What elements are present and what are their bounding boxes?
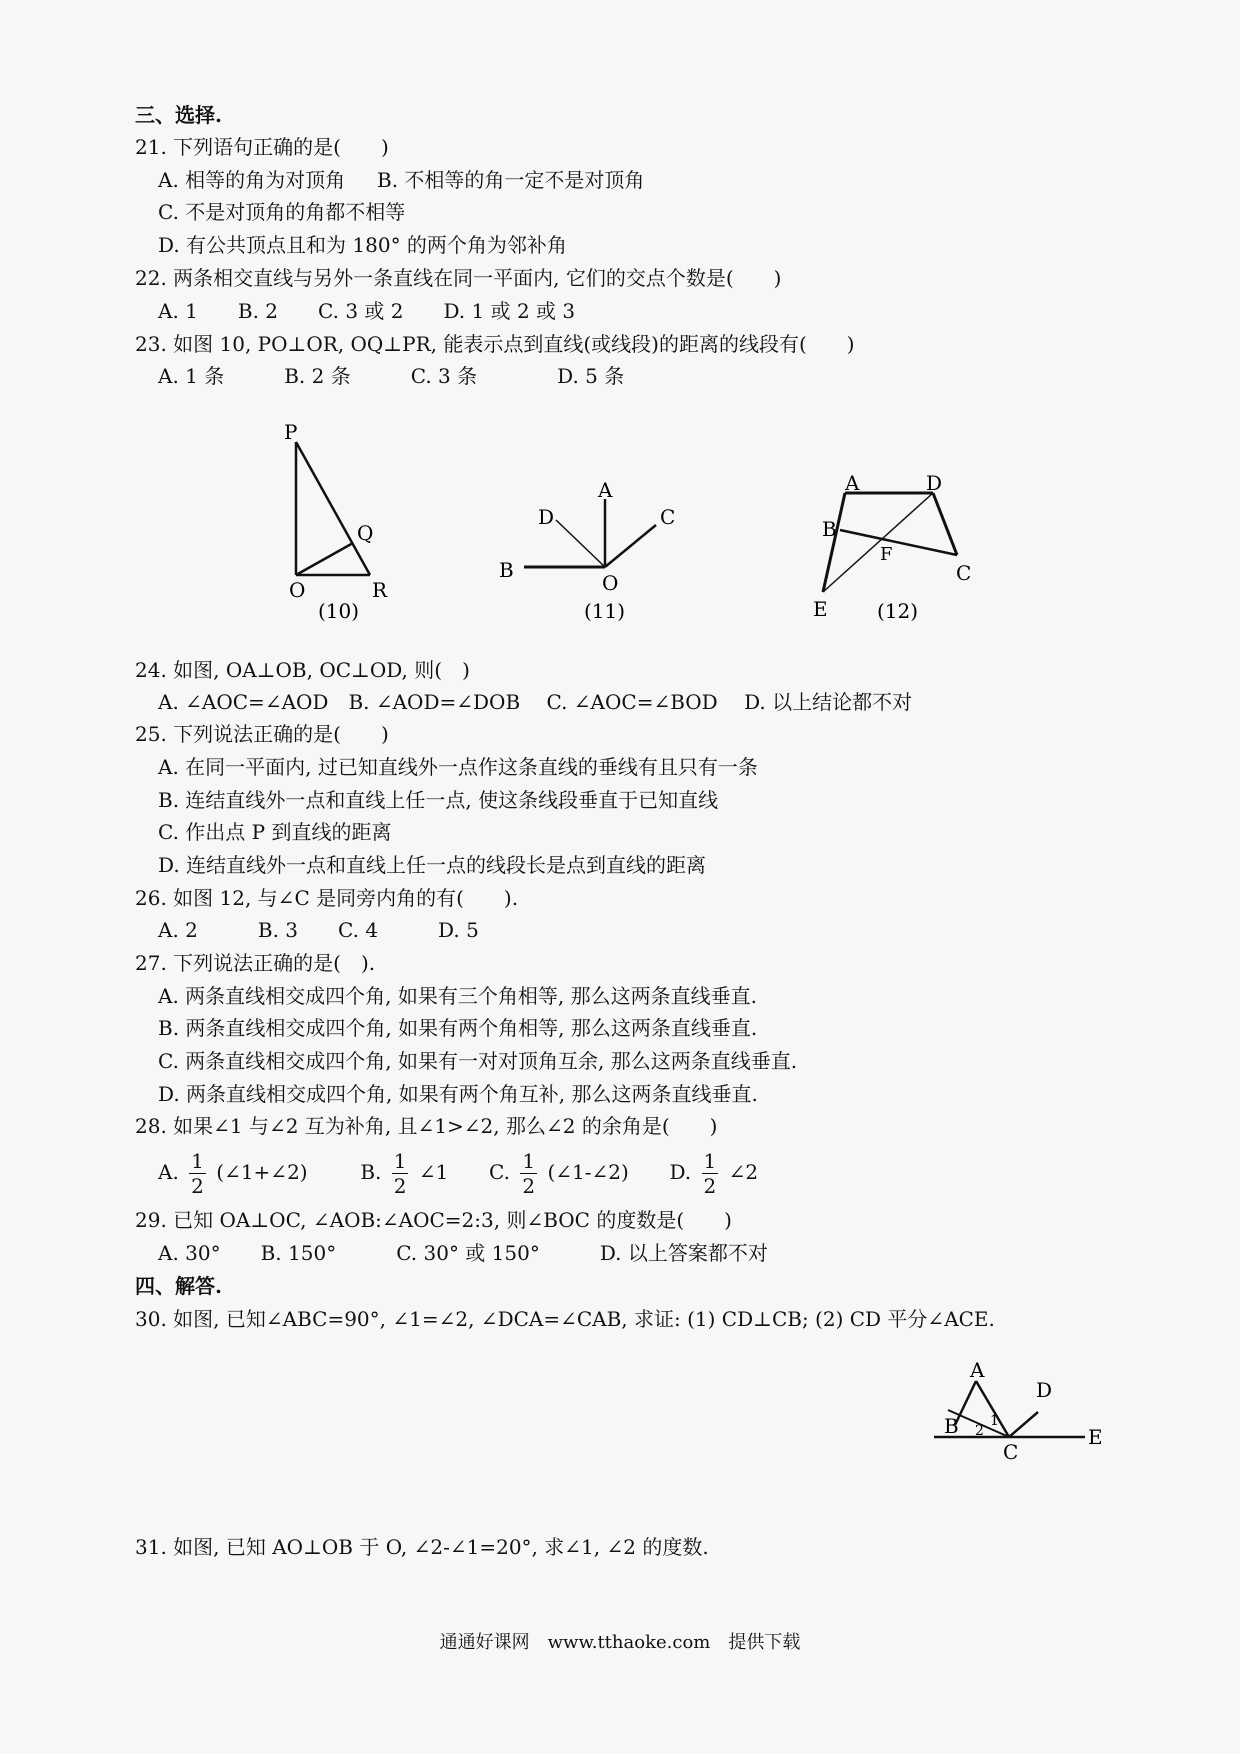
q28-d-expr: ∠2 bbox=[728, 1160, 759, 1184]
q21-option-a: A. 相等的角为对顶角 bbox=[158, 168, 346, 192]
q28-d-fraction: $\frac{1}{2}$ bbox=[703, 1149, 717, 1198]
q28-a-fraction: $\frac{1}{2}$ bbox=[191, 1149, 204, 1198]
q25-option-b: B. 连结直线外一点和直线上任一点, 使这条线段垂直于已知直线 bbox=[158, 788, 719, 812]
q30-stem: 30. 如图, 已知∠ABC=90°, ∠1=∠2, ∠DCA=∠CAB, 求证: (1) CD⊥CB; (2) CD 平分∠ACE. bbox=[135, 1307, 995, 1331]
fig11-caption: (11) bbox=[584, 599, 626, 623]
q28-stem: 28. 如果∠1 与∠2 互为补角, 且∠1>∠2, 那么∠2 的余角是( ) bbox=[135, 1114, 718, 1138]
q28-b-fraction: $\frac{1}{2}$ bbox=[393, 1149, 407, 1198]
fig12-label-b: B bbox=[822, 517, 837, 541]
q22-stem: 22. 两条相交直线与另外一条直线在同一平面内, 它们的交点个数是( ) bbox=[135, 266, 782, 290]
q23-options: A. 1 条 B. 2 条 C. 3 条 D. 5 条 bbox=[158, 364, 625, 388]
q29-stem: 29. 已知 OA⊥OC, ∠AOB:∠AOC=2:3, 则∠BOC 的度数是( ) bbox=[135, 1208, 732, 1232]
q31-stem: 31. 如图, 已知 AO⊥OB 于 O, ∠2-∠1=20°, 求∠1, ∠2 的度数. bbox=[135, 1535, 709, 1559]
q28-options bbox=[158, 1146, 758, 1198]
q25-stem: 25. 下列说法正确的是( ) bbox=[135, 722, 389, 746]
q24-options: A. ∠AOC=∠AOD B. ∠AOD=∠DOB C. ∠AOC=∠BOD D. 以上结论都不对 bbox=[158, 690, 913, 714]
q21-option-b: B. 不相等的角一定不是对顶角 bbox=[377, 168, 645, 192]
fig10-label-p: P bbox=[284, 420, 298, 444]
q26-stem: 26. 如图 12, 与∠C 是同旁内角的有( ). bbox=[135, 886, 519, 910]
q28-b-label: B. bbox=[360, 1160, 382, 1184]
figures-10-11-12 bbox=[0, 400, 1240, 640]
q27-option-b: B. 两条直线相交成四个角, 如果有两个角相等, 那么这两条直线垂直. bbox=[158, 1016, 758, 1040]
q28-c-expr: (∠1-∠2) bbox=[547, 1160, 629, 1184]
fig12-label-c: C bbox=[956, 561, 972, 585]
fig30-label-a: A bbox=[970, 1358, 985, 1382]
q28-c-fraction: $\frac{1}{2}$ bbox=[522, 1149, 536, 1198]
q28-d-label: D. bbox=[669, 1160, 692, 1184]
q25-option-a: A. 在同一平面内, 过已知直线外一点作这条直线的垂线有且只有一条 bbox=[158, 755, 758, 779]
fig11-label-o: O bbox=[602, 571, 619, 595]
fig11-label-b: B bbox=[499, 558, 514, 582]
q29-options: A. 30° B. 150° C. 30° 或 150° D. 以上答案都不对 bbox=[158, 1241, 768, 1265]
figure-10 bbox=[296, 442, 370, 575]
footer: 通通好课网 www.tthaoke.com 提供下载 bbox=[439, 1632, 801, 1653]
q28-a-expr: (∠1+∠2) bbox=[216, 1160, 308, 1184]
fig11-label-c: C bbox=[660, 505, 676, 529]
fig30-label-b: B bbox=[944, 1414, 959, 1438]
fig10-label-r: R bbox=[372, 578, 388, 602]
q25-option-d: D. 连结直线外一点和直线上任一点的线段长是点到直线的距离 bbox=[158, 853, 707, 877]
fig10-label-q: Q bbox=[357, 521, 374, 545]
q21-option-d: D. 有公共顶点且和为 180° 的两个角为邻补角 bbox=[158, 233, 567, 257]
fig12-label-a: A bbox=[845, 471, 860, 495]
figure-12 bbox=[823, 493, 957, 592]
fig10-caption: (10) bbox=[318, 599, 360, 623]
q27-option-c: C. 两条直线相交成四个角, 如果有一对对顶角互余, 那么这两条直线垂直. bbox=[158, 1049, 798, 1073]
q22-options: A. 1 B. 2 C. 3 或 2 D. 1 或 2 或 3 bbox=[158, 299, 576, 323]
fig30-angle-1: 1 bbox=[990, 1413, 999, 1429]
fig30-label-d: D bbox=[1036, 1378, 1053, 1402]
q28-b-expr: ∠1 bbox=[418, 1160, 449, 1184]
q27-option-a: A. 两条直线相交成四个角, 如果有三个角相等, 那么这两条直线垂直. bbox=[158, 984, 757, 1008]
fig12-label-d: D bbox=[926, 471, 943, 495]
fig12-label-f: F bbox=[880, 544, 893, 565]
fig12-label-e: E bbox=[813, 597, 828, 621]
fig12-caption: (12) bbox=[877, 599, 919, 623]
fig30-label-e: E bbox=[1088, 1425, 1103, 1449]
figure-30 bbox=[920, 1355, 1120, 1475]
q24-stem: 24. 如图, OA⊥OB, OC⊥OD, 则( ) bbox=[135, 658, 470, 682]
q21-option-c: C. 不是对顶角的角都不相等 bbox=[158, 200, 406, 224]
q27-stem: 27. 下列说法正确的是( ). bbox=[135, 951, 376, 975]
q28-c-label: C. bbox=[489, 1160, 510, 1184]
q25-option-c: C. 作出点 P 到直线的距离 bbox=[158, 820, 392, 844]
q21-stem: 21. 下列语句正确的是( ) bbox=[135, 135, 389, 159]
q26-options: A. 2 B. 3 C. 4 D. 5 bbox=[158, 918, 479, 942]
fig30-label-c: C bbox=[1003, 1440, 1019, 1464]
q28-a-label: A. bbox=[158, 1160, 179, 1184]
fig11-label-a: A bbox=[598, 478, 613, 502]
fig11-label-d: D bbox=[538, 505, 555, 529]
q27-option-d: D. 两条直线相交成四个角, 如果有两个角互补, 那么这两条直线垂直. bbox=[158, 1082, 758, 1106]
fig10-label-o: O bbox=[289, 578, 306, 602]
section-4-title: 四、解答. bbox=[135, 1274, 222, 1298]
fig30-angle-2: 2 bbox=[975, 1423, 984, 1439]
section-3-title: 三、选择. bbox=[135, 103, 222, 127]
q23-stem: 23. 如图 10, PO⊥OR, OQ⊥PR, 能表示点到直线(或线段)的距离的线段有( ) bbox=[135, 332, 855, 356]
